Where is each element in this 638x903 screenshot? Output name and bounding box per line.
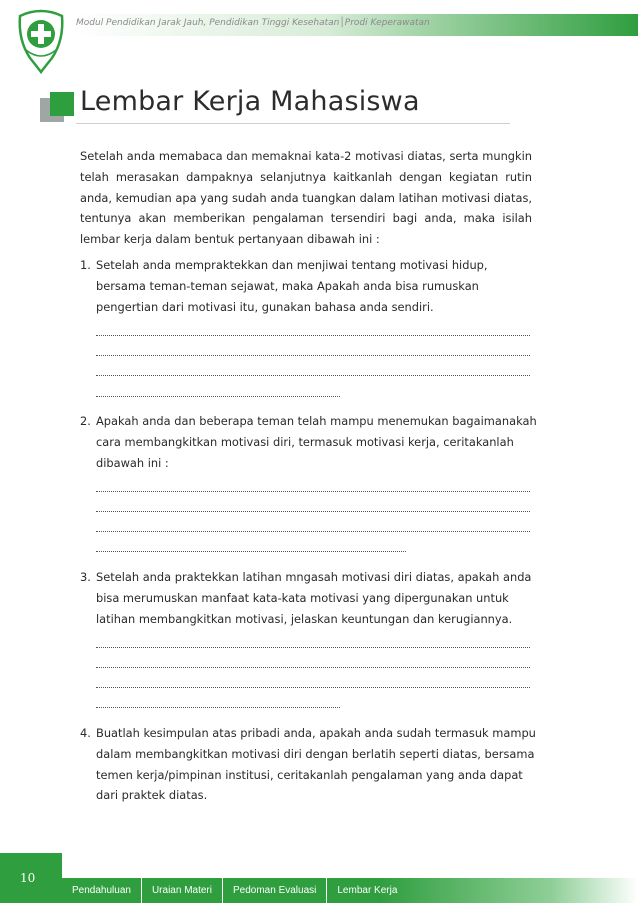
question-number: 4.: [80, 726, 91, 740]
title-rule: [76, 123, 510, 124]
footer-nav: [62, 878, 407, 903]
question-number: 2.: [80, 414, 91, 428]
answer-line[interactable]: [96, 551, 406, 553]
answer-line[interactable]: [96, 707, 340, 709]
ministry-logo: [14, 6, 68, 76]
question-text: Setelah anda praktekkan latihan mngasah motivasi diri diatas, apakah anda bisa merumuskan manfaat kata-kata motivasi yang dipergunakan untuk latihan membangkitkan motivasi, jelaskan keuntungan dan kerugiannya.: [96, 570, 532, 626]
question-number: 1.: [80, 258, 91, 272]
answer-line[interactable]: [96, 647, 530, 649]
answer-line[interactable]: [96, 355, 530, 357]
page-title: Lembar Kerja Mahasiswa: [80, 86, 420, 117]
answer-line[interactable]: [96, 531, 530, 533]
answer-line[interactable]: [96, 687, 530, 689]
answer-line[interactable]: [96, 335, 530, 337]
answer-line[interactable]: [96, 396, 340, 398]
answer-line[interactable]: [96, 667, 530, 669]
nav-uraian-materi[interactable]: Uraian Materi: [142, 878, 223, 903]
nav-pendahuluan[interactable]: Pendahuluan: [62, 878, 142, 903]
question-text: Apakah anda dan beberapa teman telah mampu menemukan bagaimanakah cara membangkitkan motivasi diri, termasuk motivasi kerja, ceritakanlah dibawah ini :: [96, 414, 537, 470]
answer-line[interactable]: [96, 375, 530, 377]
page-number: 10: [20, 871, 36, 885]
question-text: Setelah anda mempraktekkan dan menjiwai tentang motivasi hidup, bersama teman-teman sejawat, maka Apakah anda bisa rumuskan pengertian dari motivasi itu, gunakan bahasa anda sendiri.: [96, 258, 488, 314]
question-text: Buatlah kesimpulan atas pribadi anda, apakah anda sudah termasuk mampu dalam membangkitkan motivasi diri dengan berlatih seperti diatas, bersama temen kerja/pimpinan institusi, ceritakanlah pengalaman yang anda dapat dari praktek diatas.: [96, 726, 536, 803]
title-square-green: [50, 92, 74, 116]
answer-line[interactable]: [96, 491, 530, 493]
answer-line[interactable]: [96, 511, 530, 513]
question-number: 3.: [80, 570, 91, 584]
intro-paragraph: Setelah anda memabaca dan memaknai kata-2 motivasi diatas, serta mungkin telah merasakan dampaknya selanjutnya kaitkanlah dengan kegiatan rutin anda, kemudian apa yang sudah anda tuangkan dalam latihan motivasi diatas, tentunya akan memberikan pengalaman tersendiri bagi anda, maka isilah lembar kerja dalam bentuk pertanyaan dibawah ini :: [80, 149, 532, 247]
nav-pedoman-evaluasi[interactable]: Pedoman Evaluasi: [223, 878, 327, 903]
header-text: Modul Pendidikan Jarak Jauh, Pendidikan Tinggi Kesehatan│Prodi Keperawatan: [76, 18, 430, 28]
nav-lembar-kerja[interactable]: Lembar Kerja: [337, 885, 398, 896]
